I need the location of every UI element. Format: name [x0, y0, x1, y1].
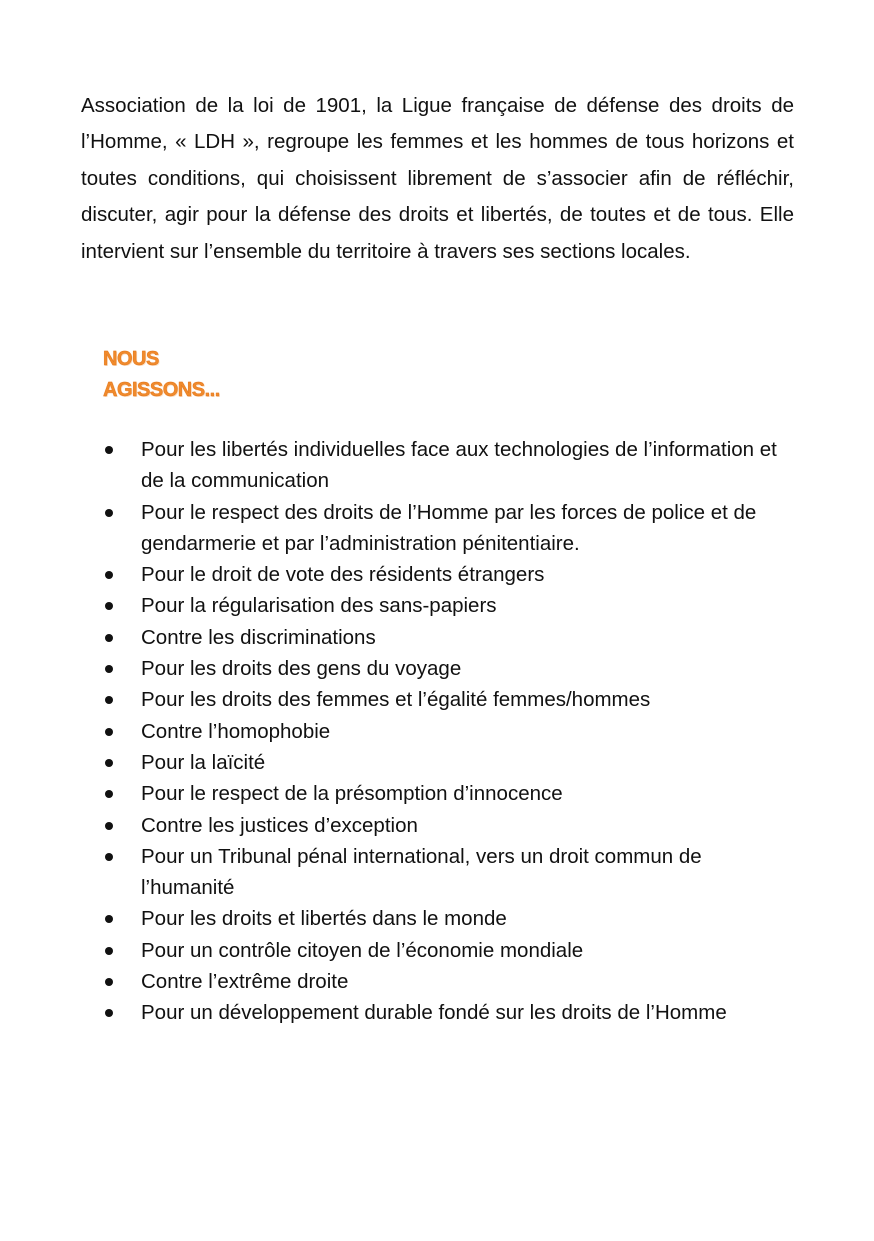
list-item — [100, 747, 790, 778]
list-item-text: Pour le respect de la présomption d’innocence — [141, 782, 563, 806]
bullet-icon — [105, 947, 113, 955]
intro-paragraph: Association de la loi de 1901, la Ligue française de défense des droits de l’Homme, « LDH », regroupe les femmes et les hommes de tous horizons et toutes conditions, qui choisissent librement de s’associer afin de réfléchir, discuter, agir pour la défense des droits et libertés, de toutes et de tous. Elle intervient sur l’ensemble du territoire à travers ses sections locales. — [81, 94, 794, 263]
bullet-icon — [105, 853, 113, 861]
list-item-text: Contre l’extrême droite — [141, 970, 349, 994]
bullet-icon — [105, 1009, 113, 1017]
bullet-icon — [105, 446, 113, 454]
list-item — [100, 966, 790, 997]
list-item-text: Pour la laïcité — [141, 750, 266, 774]
bullet-icon — [105, 634, 113, 642]
section-heading-line-2: AGISSONS... — [103, 379, 220, 401]
bullet-icon — [105, 759, 113, 767]
section-heading-line-1: NOUS — [103, 348, 159, 370]
list-item — [100, 434, 790, 497]
list-item — [100, 716, 790, 747]
list-item — [100, 622, 790, 653]
list-item — [100, 653, 790, 684]
list-item — [100, 935, 790, 966]
bullet-icon — [105, 696, 113, 704]
bullet-icon — [105, 978, 113, 986]
bullet-icon — [105, 571, 113, 579]
bullet-icon — [105, 822, 113, 830]
list-item — [100, 590, 790, 621]
bullet-icon — [105, 915, 113, 923]
bullet-icon — [105, 728, 113, 736]
list-item-text: Pour les droits et libertés dans le monde — [141, 907, 507, 931]
actions-list — [100, 434, 790, 1029]
list-item-text: Contre les discriminations — [141, 625, 376, 649]
bullet-icon — [105, 790, 113, 798]
list-item — [100, 997, 790, 1028]
list-item-text: Contre les justices d’exception — [141, 813, 418, 837]
list-item-text: Pour les droits des femmes et l’égalité femmes/hommes — [141, 688, 651, 712]
list-item — [100, 497, 790, 560]
bullet-icon — [105, 602, 113, 610]
list-item — [100, 841, 790, 904]
list-item — [100, 559, 790, 590]
list-item-text: Pour le droit de vote des résidents étrangers — [141, 563, 545, 587]
bullet-icon — [105, 665, 113, 673]
list-item-text: Pour la régularisation des sans-papiers — [141, 594, 497, 618]
list-item — [100, 778, 790, 809]
bullet-icon — [105, 509, 113, 517]
list-item-text: Pour un Tribunal pénal international, vers un droit commun de l’humanité — [141, 844, 702, 900]
list-item — [100, 810, 790, 841]
list-item-text: Pour un contrôle citoyen de l’économie mondiale — [141, 938, 584, 962]
list-item-text: Contre l’homophobie — [141, 719, 331, 743]
list-item-text: Pour le respect des droits de l’Homme par les forces de police et de gendarmerie et par l’administration pénitentiaire. — [141, 500, 757, 555]
list-item-text: Pour un développement durable fondé sur les droits de l’Homme — [141, 1001, 727, 1025]
list-item — [100, 903, 790, 934]
list-item — [100, 684, 790, 715]
list-item-text: Pour les droits des gens du voyage — [141, 657, 462, 681]
list-item-text: Pour les libertés individuelles face aux technologies de l’information et de la communication — [141, 438, 777, 493]
section-heading — [103, 344, 220, 406]
